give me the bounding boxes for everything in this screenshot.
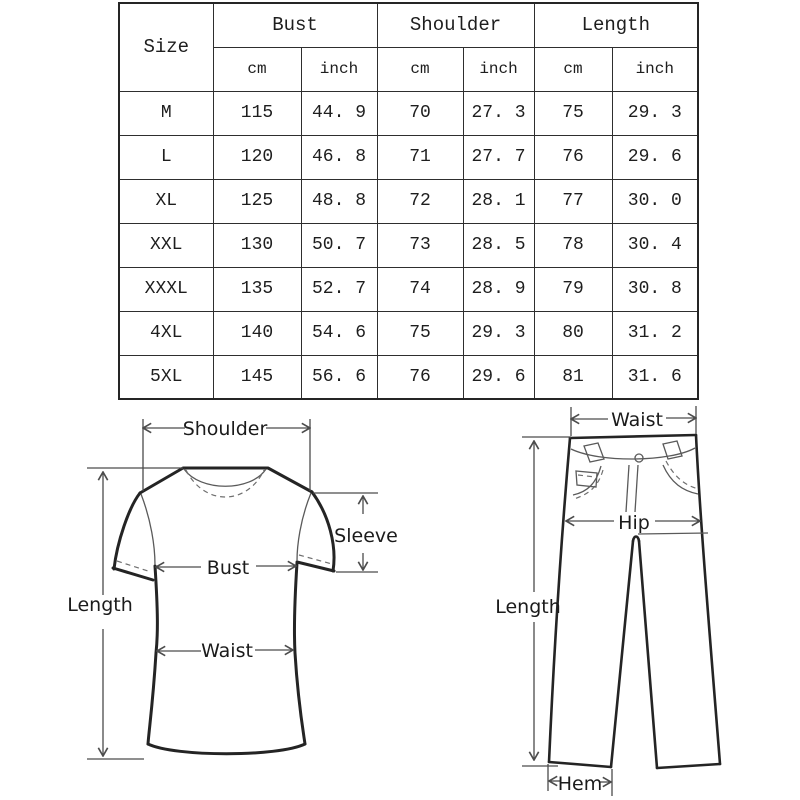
pants-watch-pocket [576, 471, 597, 487]
header-length: Length [534, 3, 698, 47]
value-cell: 79 [534, 267, 612, 311]
value-cell: 31. 2 [612, 311, 698, 355]
size-cell: L [119, 135, 213, 179]
tshirt-left-sleeve-outer [114, 493, 140, 569]
tshirt-left-side [148, 566, 157, 744]
value-cell: 120 [213, 135, 301, 179]
value-cell: 30. 8 [612, 267, 698, 311]
value-cell: 44. 9 [301, 91, 377, 135]
value-cell: 125 [213, 179, 301, 223]
value-cell: 115 [213, 91, 301, 135]
tshirt-diagram [67, 418, 398, 759]
measurement-diagrams [0, 395, 800, 800]
value-cell: 29. 3 [612, 91, 698, 135]
pants-fly-line-left [626, 465, 629, 512]
tshirt-shoulder-label: Shoulder [182, 418, 268, 440]
pants-length-label: Length [495, 596, 561, 618]
value-cell: 29. 6 [612, 135, 698, 179]
pants-hem-label: Hem [557, 773, 603, 795]
value-cell: 77 [534, 179, 612, 223]
value-cell: 76 [377, 355, 463, 399]
tshirt-neck-and-shoulders [140, 468, 312, 493]
pants-right-pocket-stitch [666, 461, 699, 489]
value-cell: 28. 9 [463, 267, 534, 311]
table-row [119, 355, 698, 399]
value-cell: 80 [534, 311, 612, 355]
table-body [119, 91, 698, 399]
pants-waist-top [570, 435, 696, 438]
value-cell: 75 [377, 311, 463, 355]
value-cell: 140 [213, 311, 301, 355]
pants-left-inner [611, 541, 633, 767]
table-row [119, 223, 698, 267]
size-chart-table [118, 2, 699, 400]
pants-left-hem [549, 762, 611, 767]
value-cell: 71 [377, 135, 463, 179]
value-cell: 72 [377, 179, 463, 223]
tshirt-length-label: Length [67, 594, 133, 616]
value-cell: 81 [534, 355, 612, 399]
value-cell: 46. 8 [301, 135, 377, 179]
unit-shoulder-cm: cm [377, 47, 463, 91]
value-cell: 48. 8 [301, 179, 377, 223]
header-bust: Bust [213, 3, 377, 47]
size-cell: XXL [119, 223, 213, 267]
value-cell: 52. 7 [301, 267, 377, 311]
value-cell: 28. 5 [463, 223, 534, 267]
tshirt-right-sleeve-outer [312, 492, 334, 571]
size-cell: 4XL [119, 311, 213, 355]
size-cell: M [119, 91, 213, 135]
value-cell: 78 [534, 223, 612, 267]
value-cell: 50. 7 [301, 223, 377, 267]
pants-right-outer [696, 435, 720, 764]
size-cell: XL [119, 179, 213, 223]
header-shoulder: Shoulder [377, 3, 534, 47]
value-cell: 29. 6 [463, 355, 534, 399]
tshirt-collar-stitch [186, 470, 264, 497]
pants-fly-line-right [635, 465, 638, 512]
pants-hip-label: Hip [618, 512, 650, 534]
table-row [119, 179, 698, 223]
tshirt-left-armhole-seam [141, 494, 155, 565]
tshirt-right-side [294, 563, 305, 744]
value-cell: 76 [534, 135, 612, 179]
header-size: Size [119, 3, 213, 91]
value-cell: 145 [213, 355, 301, 399]
pants-waist-label: Waist [611, 409, 663, 431]
pants-right-pocket [663, 465, 698, 494]
value-cell: 56. 6 [301, 355, 377, 399]
pants-right-hem [657, 764, 720, 768]
value-cell: 73 [377, 223, 463, 267]
value-cell: 135 [213, 267, 301, 311]
tshirt-left-sleeve-end [113, 568, 153, 580]
pants-watch-pocket-stitch [578, 475, 595, 477]
value-cell: 30. 0 [612, 179, 698, 223]
size-cell: 5XL [119, 355, 213, 399]
tshirt-sleeve-label: Sleeve [334, 525, 398, 547]
table-row [119, 91, 698, 135]
value-cell: 30. 4 [612, 223, 698, 267]
tshirt-waist-label: Waist [201, 640, 253, 662]
unit-length-cm: cm [534, 47, 612, 91]
table-row [119, 311, 698, 355]
pants-right-inner [639, 541, 657, 768]
value-cell: 130 [213, 223, 301, 267]
value-cell: 70 [377, 91, 463, 135]
value-cell: 27. 7 [463, 135, 534, 179]
tshirt-right-armhole-seam [297, 493, 311, 561]
tshirt-bottom-hem [148, 744, 305, 754]
pants-belt-loop-left [584, 443, 604, 462]
value-cell: 74 [377, 267, 463, 311]
unit-shoulder-inch: inch [463, 47, 534, 91]
tshirt-bust-label: Bust [206, 557, 250, 579]
table-row [119, 267, 698, 311]
pants-diagram [495, 406, 720, 796]
unit-bust-inch: inch [301, 47, 377, 91]
value-cell: 75 [534, 91, 612, 135]
value-cell: 27. 3 [463, 91, 534, 135]
table-header [119, 3, 698, 91]
value-cell: 54. 6 [301, 311, 377, 355]
unit-bust-cm: cm [213, 47, 301, 91]
value-cell: 31. 6 [612, 355, 698, 399]
unit-length-inch: inch [612, 47, 698, 91]
value-cell: 28. 1 [463, 179, 534, 223]
tshirt-collar-curve [184, 469, 266, 486]
table-row [119, 135, 698, 179]
table-header-row-groups [119, 3, 698, 47]
value-cell: 29. 3 [463, 311, 534, 355]
pants-button [635, 454, 643, 462]
size-cell: XXXL [119, 267, 213, 311]
